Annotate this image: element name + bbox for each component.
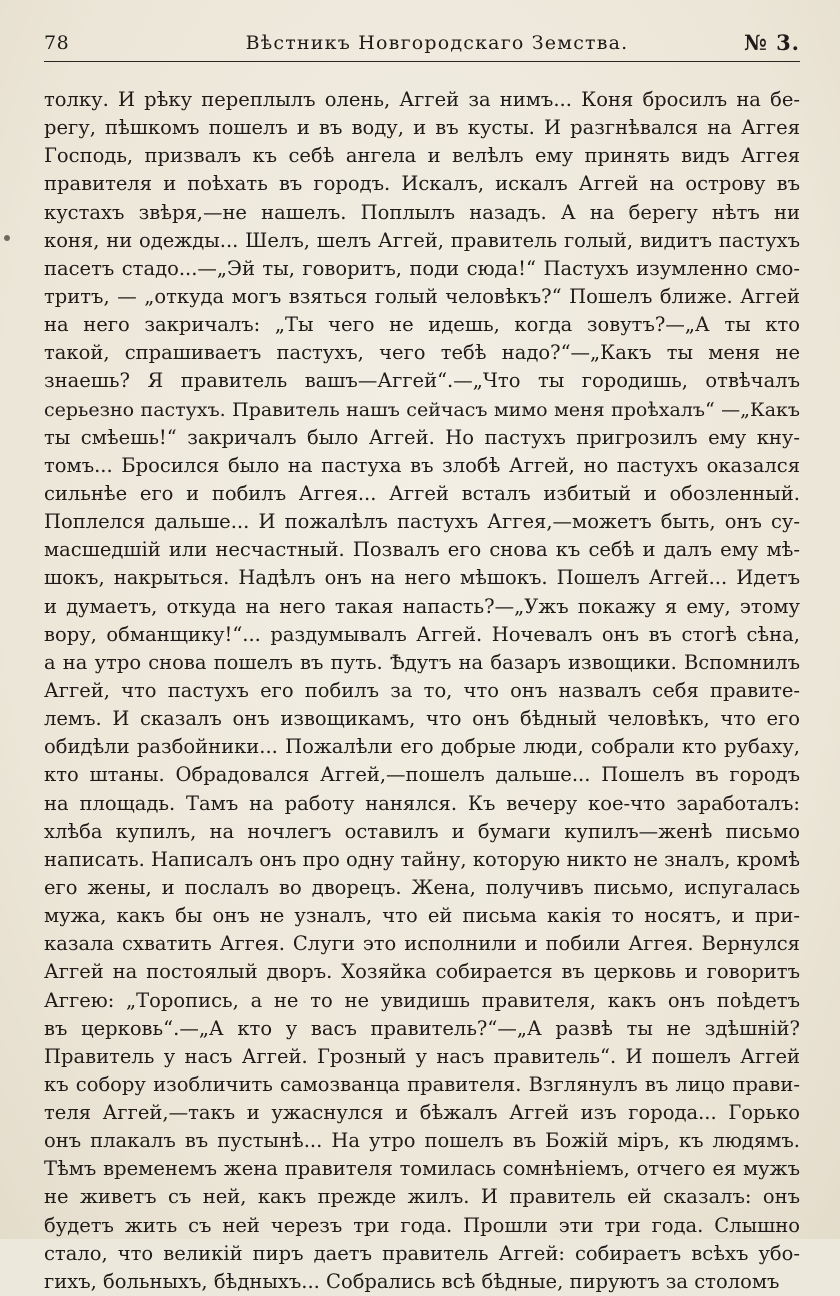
text-line: томъ... Бросился было на пастуха въ злобѣ Аггей, но пастухъ оказался (44, 453, 800, 477)
text-line: кто штаны. Обрадовался Аггей,—пошелъ дальше... Пошелъ въ городъ (44, 763, 800, 787)
text-line: написать. Написалъ онъ про одну тайну, которую никто не зналъ, кромѣ (44, 847, 800, 871)
text-line: коня, ни одежды... Шелъ, шелъ Аггей, правитель голый, видитъ пастухъ (44, 228, 800, 252)
text-line: знаешь? Я правитель вашъ—Аггей“.—„Что ты городишь, отвѣчалъ (44, 369, 800, 393)
text-line: онъ плакалъ въ пустынѣ... На утро пошелъ въ Божій міръ, къ людямъ. (44, 1129, 800, 1153)
text-line: такой, спрашиваетъ пастухъ, чего тебѣ надо?“—„Какъ ты меня не (44, 341, 800, 365)
journal-title: Вѣстникъ Новгородскаго Земства. (245, 32, 629, 54)
text-line: сильнѣе его и побилъ Аггея... Аггей всталъ избитый и обозленный. (44, 481, 800, 505)
text-line: въ церковь“.—„А кто у васъ правитель?“—„А развѣ ты не здѣшній? (44, 1016, 800, 1040)
text-line: казала схватить Аггея. Слуги это исполнили и побили Аггея. Вернулся (44, 932, 800, 956)
text-line: Аггей на постоялый дворъ. Хозяйка собирается въ церковь и говоритъ (44, 960, 800, 984)
text-line: гихъ, больныхъ, бѣдныхъ... Собрались всѣ бѣдные, пируютъ за столомъ (44, 1269, 780, 1293)
text-line: шокъ, накрыться. Надѣлъ онъ на него мѣшокъ. Пошелъ Аггей... Идетъ (44, 566, 800, 590)
text-line: Правитель у насъ Аггей. Грозный у насъ правитель“. И пошелъ Аггей (44, 1044, 800, 1068)
text-line: Аггею: „Торопись, а не то не увидишь правителя, какъ онъ поѣдетъ (44, 988, 800, 1012)
text-line: вору, обманщику!“... раздумывалъ Аггей. Ночевалъ онъ въ стогѣ сѣна, (44, 622, 800, 646)
text-line: серьезно пастухъ. Правитель нашъ сейчасъ мимо меня проѣхалъ“ —„Какъ (44, 398, 800, 421)
ink-spot (4, 235, 10, 241)
text-line: Господь, призвалъ къ себѣ ангела и велѣлъ ему принять видъ Аггея (44, 144, 800, 168)
body-text (44, 86, 800, 1296)
text-line: хлѣба купилъ, на ночлегъ оставилъ и бумаги купилъ—женѣ письмо (44, 819, 800, 843)
text-line: Аггей, что пастухъ его побилъ за то, что онъ назвалъ себя правите- (44, 678, 800, 702)
header-rule (44, 61, 800, 62)
text-line: Тѣмъ временемъ жена правителя томилась сомнѣніемъ, отчего ея мужъ (44, 1157, 800, 1181)
text-line: будетъ жить съ ней черезъ три года. Прошли эти три года. Слышно (44, 1213, 800, 1237)
text-line: на площадь. Тамъ на работу нанялся. Къ вечеру кое-что заработалъ: (44, 791, 800, 815)
text-line: масшедшій или несчастный. Позвалъ его снова къ себѣ и далъ ему мѣ- (44, 538, 800, 562)
text-line: теля Аггей,—такъ и ужаснулся и бѣжалъ Аггей изъ города... Горько (44, 1101, 800, 1125)
text-line: лемъ. И сказалъ онъ извощикамъ, что онъ бѣдный человѣкъ, что его (44, 707, 800, 731)
text-line: не живетъ съ ней, какъ прежде жилъ. И правитель ей сказалъ: онъ (44, 1185, 800, 1209)
text-line: ты смѣешь!“ закричалъ было Аггей. Но пастухъ пригрозилъ ему кну- (44, 425, 800, 449)
text-line: регу, пѣшкомъ пошелъ и въ воду, и въ кусты. И разгнѣвался на Аггея (44, 116, 800, 140)
text-line: къ собору изобличить самозванца правителя. Взглянулъ въ лицо прави- (44, 1072, 800, 1096)
text-line: тритъ, — „откуда могъ взяться голый человѣкъ?“ Пошелъ ближе. Аггей (44, 284, 800, 308)
text-line: мужа, какъ бы онъ не узналъ, что ей письма какія то носятъ, и при- (44, 904, 800, 928)
text-line: на него закричалъ: „Ты чего не идешь, когда зовутъ?—„А ты кто (44, 313, 800, 337)
text-line: стало, что великій пиръ даетъ правитель Аггей: собираетъ всѣхъ убо- (44, 1241, 800, 1265)
issue-number: № 3. (743, 30, 800, 55)
text-line: его жены, и послалъ во дворецъ. Жена, получивъ письмо, испугалась (44, 875, 800, 899)
running-header (44, 28, 800, 62)
text-line: и думаетъ, откуда на него такая напасть?—„Ужъ покажу я ему, этому (44, 594, 800, 618)
text-line: Поплелся дальше... И пожалѣлъ пастухъ Аггея,—можетъ быть, онъ су- (44, 510, 800, 534)
text-line: пасетъ стадо...—„Эй ты, говоритъ, поди сюда!“ Пастухъ изумленно смо- (44, 256, 800, 280)
page-number: 78 (44, 32, 70, 54)
text-line: толку. И рѣку переплылъ олень, Аггей за нимъ... Коня бросилъ на бе- (44, 88, 800, 111)
text-line: кустахъ звѣря,—не нашелъ. Поплылъ назадъ. А на берегу нѣтъ ни (44, 200, 800, 224)
text-line: правителя и поѣхать въ городъ. Искалъ, искалъ Аггей на острову въ (44, 172, 800, 196)
text-line: а на утро снова пошелъ въ путь. Ѣдутъ на базаръ извощики. Вспомнилъ (44, 650, 800, 674)
text-line: обидѣли разбойники... Пожалѣли его добрые люди, собрали кто рубаху, (44, 735, 800, 759)
